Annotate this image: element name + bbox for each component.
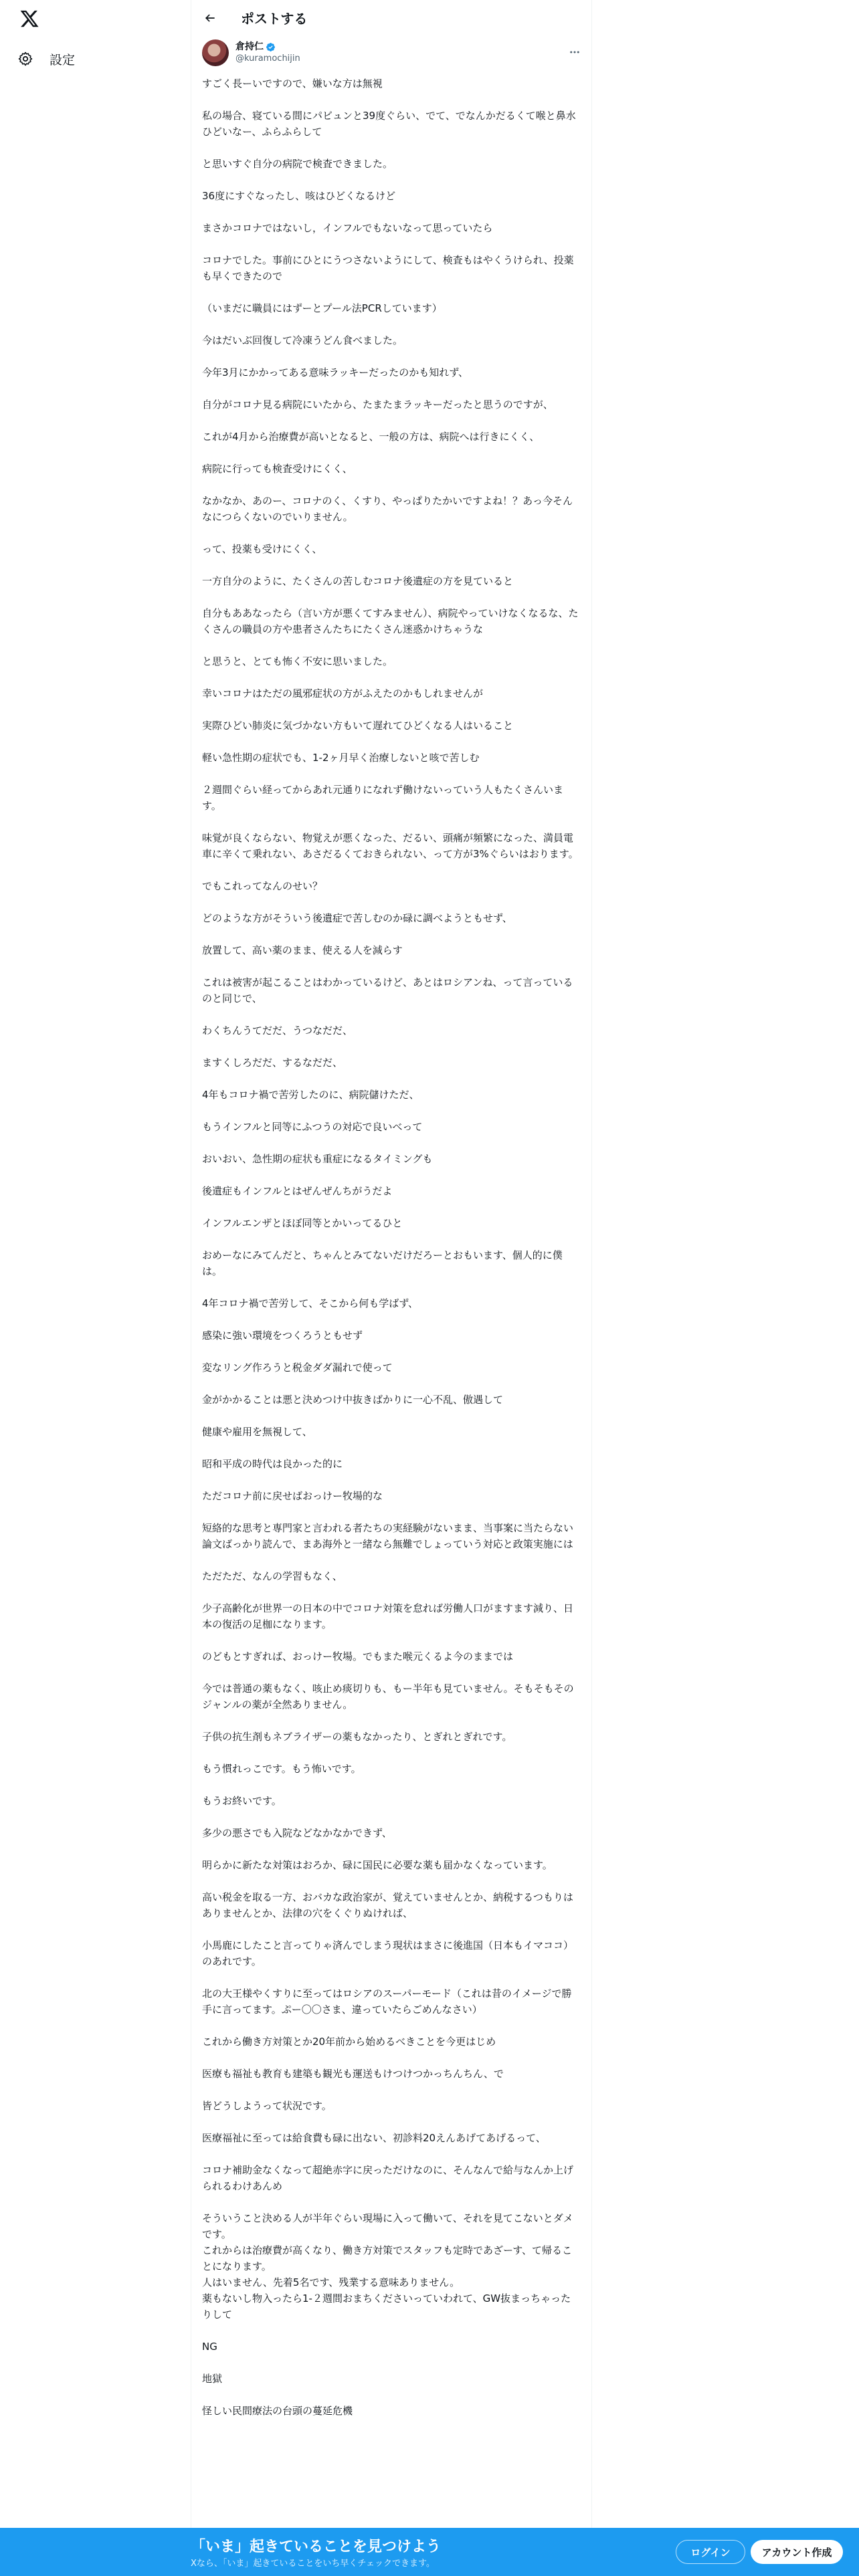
- post-paragraph: 明らかに新たな対策はおろか、碌に国民に必要な薬も届かなくなっています。: [202, 1859, 553, 1871]
- post-paragraph: 多少の悪さでも入院などなかなかできず、: [202, 1827, 392, 1839]
- post-paragraph: そういうこと決める人が半年ぐらい現場に入って働いて、それを見てこないとダメです。 これからは治療費が高くなり、働き方対策でスタッフも定時であざーす、て帰ることになります。 人はいません、先着5名です、残業する意味ありません。 薬もないし物入ったら1-２週間おまちくださいっていわれて、GW抜まっちゃったりして: [202, 2212, 573, 2321]
- post-paragraph: 自分もああなったら（言い方が悪くてすみません）、病院やっていけなくなるな、たくさんの職員の方や患者さんたちにたくさん迷惑かけちゃうな: [202, 607, 579, 635]
- left-navigation: [0, 0, 191, 2576]
- post-paragraph: ますくしろだだ、するなだだ、: [202, 1057, 343, 1069]
- arrow-left-icon-graphic: [203, 11, 217, 25]
- post-paragraph: 4年もコロナ禍で苦労したのに、病院儲けただ、: [202, 1089, 419, 1101]
- post-paragraph: 短絡的な思考と専門家と言われる者たちの実経験がないまま、当事案に当たらない論文ばっかり読んで、まあ海外と一緒なら無難でしょっていう対応と政策実施には: [202, 1522, 574, 1550]
- post-paragraph: 少子高齢化が世界一の日本の中でコロナ対策を怠れば労働人口がますます減り、日本の復活の足枷になります。: [202, 1602, 574, 1630]
- post-paragraph: 医療も福祉も教育も建築も観光も運送もけつけつかっちんちん、で: [202, 2068, 504, 2080]
- post-paragraph: 今では普通の薬もなく、咳止め痰切りも、もー半年も見ていません。そもそもそのジャンルの薬が全然ありません。: [202, 1683, 574, 1711]
- post-paragraph: と思いすぐ自分の病院で検査できました。: [202, 158, 393, 170]
- post-paragraph: 一方自分のように、たくさんの苦しむコロナ後遺症の方を見ていると: [202, 575, 514, 587]
- post-paragraph: でもこれってなんのせい？: [202, 880, 323, 892]
- author-name[interactable]: 倉持仁: [235, 41, 264, 52]
- post-paragraph: なかなか、あのー、コロナのく、くすり、やっぱりたかいですよね！？あっ今そんなにつらくないのでいりません。: [202, 495, 573, 523]
- post-paragraph: 今年3月にかかってある意味ラッキーだったのかも知れず、: [202, 366, 469, 379]
- post-paragraph: って、投薬も受けにくく、: [202, 543, 322, 555]
- post-paragraph: すごく長ーいですので、嫌いな方は無視: [202, 78, 383, 90]
- post-paragraph: インフルエンザとほぼ同等とかいってるひと: [202, 1217, 403, 1229]
- banner-title: 「いま」起きていることを見つけよう: [191, 2539, 442, 2555]
- post-paragraph: これは被害が起こることはわかっているけど、あとはロシアンね、って言っているのと同じで、: [202, 976, 573, 1004]
- x-logo-icon[interactable]: [17, 7, 41, 31]
- post-paragraph: 怪しい民間療法の台頭の蔓延危機: [202, 2405, 353, 2417]
- post-paragraph: ただただ、なんの学習もなく、: [202, 1570, 343, 1582]
- post-paragraph: コロナでした。事前にひとにうつさないようにして、検査もはやくうけられ、投薬も早くできたので: [202, 254, 574, 282]
- arrow-left-icon[interactable]: [202, 10, 218, 26]
- post-paragraph: のどもとすぎれば、おっけー牧場。でもまた喉元くるよ今のままでは: [202, 1650, 514, 1662]
- post-paragraph: おいおい、急性期の症状も重症になるタイミングも: [202, 1153, 433, 1165]
- post-paragraph: 小馬鹿にしたこと言ってりゃ済んでしまう現状はまさに後進国（日本もイマココ）のあれです。: [202, 1939, 574, 1967]
- post-paragraph: 地獄: [202, 2373, 223, 2385]
- author-handle[interactable]: @kuramochijin: [235, 53, 300, 64]
- post-paragraph: 子供の抗生剤もネブライザーの薬もなかったり、とぎれとぎれです。: [202, 1731, 512, 1743]
- post-paragraph: コロナ補助金なくなって超絶赤字に戻っただけなのに、そんなんで給与なんか上げられるわけあんめ: [202, 2164, 574, 2192]
- post-header: [191, 0, 591, 35]
- post-paragraph: ただコロナ前に戻せばおっけー牧場的な: [202, 1490, 383, 1502]
- avatar[interactable]: [202, 39, 229, 66]
- post-text: [191, 70, 591, 2419]
- page-title: ポストする: [241, 11, 308, 27]
- post-paragraph: 変なリング作ろうと税金ダダ漏れで使って: [202, 1362, 393, 1374]
- banner-subtitle: Xなら、「いま」起きていることをいち早くチェックできます。: [191, 2559, 435, 2569]
- author-names: [235, 41, 300, 65]
- post-paragraph: （いまだに職員にはずーとプール法PCRしています）: [202, 302, 442, 314]
- nav-item-settings[interactable]: [17, 45, 75, 72]
- post-paragraph: 実際ひどい肺炎に気づかない方もいて遅れてひどくなる人はいること: [202, 720, 514, 732]
- login-button[interactable]: ログイン: [676, 2540, 745, 2564]
- post-paragraph: 私の場合、寝ている間にパビュンと39度ぐらい、でて、でなんかだるくて喉と鼻水ひどいなー、ふらふらして: [202, 110, 576, 138]
- post-paragraph: 北の大王様やくすりに至ってはロシアのスーパーモード（これは昔のイメージで勝手に言ってます。ぷー〇〇さま、違っていたらごめんなさい）: [202, 1988, 572, 2016]
- more-dots-icon[interactable]: [567, 45, 582, 60]
- post-paragraph: おめーなにみてんだと、ちゃんとみてないだけだろーとおもいます、個人的に僕は。: [202, 1249, 563, 1277]
- x-logo-icon-graphic: [19, 9, 39, 29]
- post-paragraph: 医療福祉に至っては給食費も碌に出ない、初診料20えんあげてあげるって、: [202, 2132, 546, 2144]
- post-paragraph: 今はだいぶ回復して冷凍うどん食べました。: [202, 334, 403, 346]
- post-paragraph: 幸いコロナはただの風邪症状の方がふえたのかもしれませんが: [202, 687, 484, 700]
- post-paragraph: 皆どうしようって状況です。: [202, 2100, 332, 2112]
- gear-icon: [17, 51, 33, 67]
- post-paragraph: 4年コロナ禍で苦労して、そこから何も学ばず、: [202, 1297, 419, 1309]
- signup-button[interactable]: アカウント作成: [751, 2540, 843, 2564]
- post-paragraph: 健康や雇用を無視して、: [202, 1426, 312, 1438]
- post-paragraph: NG: [202, 2341, 217, 2353]
- post-paragraph: まさかコロナではないし，インフルでもないなって思っていたら: [202, 222, 493, 234]
- post-paragraph: 放置して、高い薬のまま、使える人を減らす: [202, 944, 403, 956]
- post-paragraph: もうお終いです。: [202, 1795, 282, 1807]
- more-dots-icon-graphic: [569, 46, 581, 58]
- post-paragraph: 病院に行っても検査受けにくく、: [202, 463, 353, 475]
- primary-column: [191, 0, 592, 2576]
- nav-settings-label: 設定: [50, 52, 76, 68]
- verified-badge-icon: [266, 42, 276, 52]
- post-paragraph: ２週間ぐらい経ってからあれ元通りになれず働けないっていう人もたくさんいます。: [202, 784, 564, 812]
- post-paragraph: 昭和平成の時代は良かった的に: [202, 1458, 343, 1470]
- post-paragraph: 金がかかることは悪と決めつけ中抜きばかりに一心不乱、傲遇して: [202, 1394, 504, 1406]
- post-author: [191, 35, 591, 70]
- post-paragraph: どのような方がそういう後遺症で苦しむのか碌に調べようともせず、: [202, 912, 512, 924]
- post-paragraph: 軽い急性期の症状でも、1-2ヶ月早く治療しないと咳で苦しむ: [202, 752, 480, 764]
- post-paragraph: と思うと、とても怖く不安に思いました。: [202, 655, 393, 667]
- login-banner: [0, 2528, 859, 2576]
- post-paragraph: 感染に強い環境をつくろうともせず: [202, 1329, 363, 1341]
- post-paragraph: これが4月から治療費が高いとなると、一般の方は、病院へは行きにくく、: [202, 431, 540, 443]
- post-paragraph: 味覚が良くならない、物覚えが悪くなった、だるい、頭痛が頻繁になった、満員電車に辛くて乗れない、あさだるくておきられない、って方が3%ぐらいはおります。: [202, 832, 579, 860]
- post-paragraph: これから働き方対策とか20年前から始めるべきことを今更はじめ: [202, 2036, 496, 2048]
- post-paragraph: 36度にすぐなったし、咳はひどくなるけど: [202, 190, 396, 202]
- post-paragraph: もう慣れっこです。もう怖いです。: [202, 1763, 361, 1775]
- post-paragraph: 高い税金を取る一方、おバカな政治家が、覚えていませんとか、納税するつもりはありませんとか、法律の穴をくぐりぬければ、: [202, 1891, 573, 1919]
- post-paragraph: わくちんうてだだ、うつなだだ、: [202, 1025, 353, 1037]
- post-paragraph: 後遺症もインフルとはぜんぜんちがうだよ: [202, 1185, 393, 1197]
- post-paragraph: もうインフルと同等にふつうの対応で良いべって: [202, 1121, 423, 1133]
- post-paragraph: 自分がコロナ見る病院にいたから、たまたまラッキーだったと思うのですが、: [202, 399, 553, 411]
- author-name-line: [235, 41, 300, 53]
